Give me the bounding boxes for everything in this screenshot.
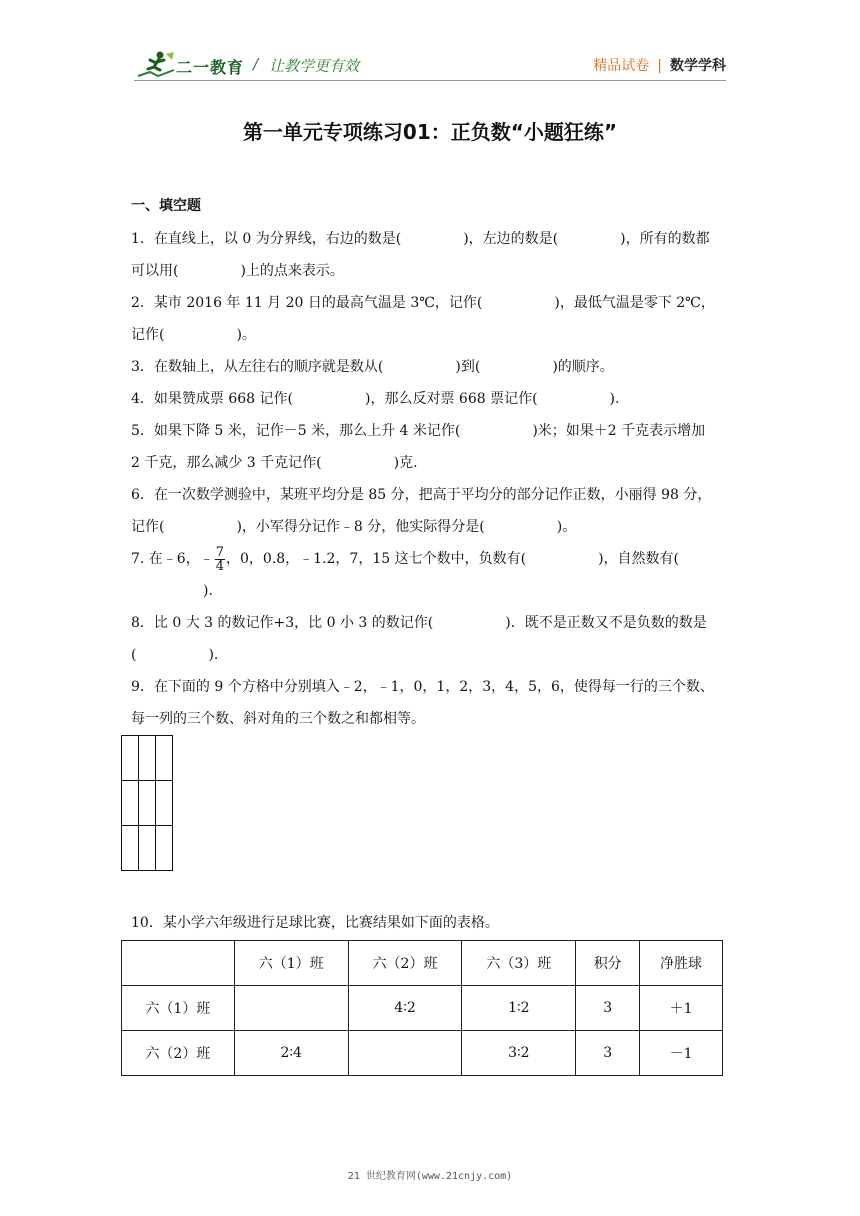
question-10: 10．某小学六年级进行足球比赛，比赛结果如下面的表格。	[131, 915, 499, 931]
q7-text-d: ).	[203, 583, 213, 599]
question-2	[131, 287, 731, 319]
q4-text-c: ).	[609, 391, 620, 407]
q6-text-b: 记作(	[131, 519, 165, 535]
q1-text-c: )，所有的数都	[620, 231, 710, 247]
q9-text-a: 9．在下面的 9 个方格中分别填入﹣2，﹣1，0，1，2，3，4，5，6，使得每一行的三个数、	[131, 679, 714, 695]
table-cell: 4∶2	[348, 986, 462, 1031]
section-heading: 一、填空题	[131, 198, 201, 214]
question-1	[131, 223, 731, 255]
logo-text: 二一教育	[176, 58, 245, 77]
table-row	[122, 1031, 723, 1076]
page-title: 第一单元专项练习01：正负数“小题狂练”	[242, 120, 618, 144]
grid-cell	[122, 736, 139, 781]
q3-text-a: 3．在数轴上，从左往右的顺序就是数从(	[131, 359, 384, 375]
question-7	[131, 543, 731, 607]
header-divider: |	[657, 58, 662, 74]
fraction-denominator: 4	[215, 558, 224, 574]
q3-text-b: )到(	[455, 359, 481, 375]
header-right	[593, 55, 726, 75]
q8-text-b: )．既不是正数又不是负数的数是	[505, 615, 707, 631]
runner-logo-icon	[136, 50, 176, 80]
table-header-row	[122, 941, 723, 986]
q6-text-c: )，小军得分记作﹣8 分，他实际得分是(	[236, 519, 485, 535]
grid-cell	[139, 736, 156, 781]
question-6	[131, 479, 731, 511]
question-5-cont	[131, 447, 731, 479]
page-footer: 21 世纪教育网(www.21cnjy.com)	[347, 1171, 513, 1182]
table-cell	[234, 986, 348, 1031]
q3-text-c: )的顺序。	[552, 359, 614, 375]
grid-cell	[156, 826, 173, 871]
table-header-cell: 净胜球	[640, 941, 723, 986]
question-1-cont	[131, 255, 731, 287]
q7-text-b: ，0，0.8，﹣1.2，7，15 这七个数中，负数有(	[226, 551, 527, 567]
header-subject: 数学学科	[670, 58, 726, 74]
table-header-cell: 六（1）班	[234, 941, 348, 986]
q9-text-b: 每一列的三个数、斜对角的三个数之和都相等。	[131, 711, 425, 727]
fraction-numerator: 7	[215, 544, 224, 560]
table-cell: 3	[576, 1031, 640, 1076]
q7-text-a: 7. 在﹣6，﹣	[131, 551, 214, 567]
q5-text-a: 5．如果下降 5 米，记作－5 米，那么上升 4 米记作(	[131, 423, 461, 439]
table-header-cell	[122, 941, 235, 986]
question-3	[131, 351, 731, 383]
question-9-cont	[131, 703, 731, 735]
q5-text-d: )克.	[393, 455, 418, 471]
grid-cell	[122, 781, 139, 826]
table-header-cell: 六（3）班	[462, 941, 576, 986]
table-cell	[348, 1031, 462, 1076]
table-cell: 3∶2	[462, 1031, 576, 1076]
question-9	[131, 671, 731, 703]
table-cell: 1∶2	[462, 986, 576, 1031]
q1-text-e: )上的点来表示。	[240, 263, 344, 279]
fraction	[215, 546, 225, 573]
q1-text-b: )，左边的数是(	[463, 231, 559, 247]
table-header-cell: 六（2）班	[348, 941, 462, 986]
q4-text-a: 4．如果赞成票 668 记作(	[131, 391, 293, 407]
q2-text-c: 记作(	[131, 327, 165, 343]
q1-text-d: 可以用(	[131, 263, 179, 279]
question-6-cont	[131, 511, 731, 543]
grid-cell	[156, 736, 173, 781]
q4-text-b: )，那么反对票 668 票记作(	[365, 391, 538, 407]
question-4	[131, 383, 731, 415]
results-table	[121, 940, 723, 1076]
q2-text-d: )。	[236, 327, 256, 343]
table-cell: －1	[640, 1031, 723, 1076]
header-tag: 精品试卷	[593, 58, 650, 74]
slogan-separator: /	[253, 55, 259, 73]
grid-cell	[156, 781, 173, 826]
q6-text-d: )。	[556, 519, 577, 535]
table-cell: ＋1	[640, 986, 723, 1031]
q1-text-a: 1．在直线上，以 0 为分界线，右边的数是(	[131, 231, 402, 247]
q7-text-c: )，自然数有(	[598, 551, 680, 567]
q8-text-c: (	[131, 647, 137, 663]
magic-square-grid	[121, 735, 173, 871]
grid-cell	[139, 781, 156, 826]
table-cell: 3	[576, 986, 640, 1031]
q2-text-b: )，最低气温是零下 2℃，	[554, 295, 715, 311]
table-row	[122, 986, 723, 1031]
q6-text-a: 6．在一次数学测验中，某班平均分是 85 分，把高于平均分的部分记作正数，小丽得 98 分，	[131, 487, 712, 503]
q5-text-b: )米；如果＋2 千克表示增加	[532, 423, 706, 439]
table-cell: 2∶4	[234, 1031, 348, 1076]
question-8	[131, 607, 731, 639]
question-5	[131, 415, 731, 447]
grid-cell	[122, 826, 139, 871]
table-header-cell: 积分	[576, 941, 640, 986]
q2-text-a: 2．某市 2016 年 11 月 20 日的最高气温是 3℃，记作(	[131, 295, 483, 311]
questions-section	[131, 195, 731, 735]
question-2-cont	[131, 319, 731, 351]
table-cell: 六（2）班	[122, 1031, 235, 1076]
q8-text-a: 8．比 0 大 3 的数记作+3，比 0 小 3 的数记作(	[131, 615, 434, 631]
grid-cell	[139, 826, 156, 871]
table-cell: 六（1）班	[122, 986, 235, 1031]
slogan: 让教学更有效	[269, 57, 360, 75]
q8-text-d: ).	[208, 647, 219, 663]
header-rule	[134, 80, 726, 81]
question-8-cont	[131, 639, 731, 671]
q5-text-c: 2 千克，那么减少 3 千克记作(	[131, 455, 322, 471]
page-header	[0, 0, 860, 90]
